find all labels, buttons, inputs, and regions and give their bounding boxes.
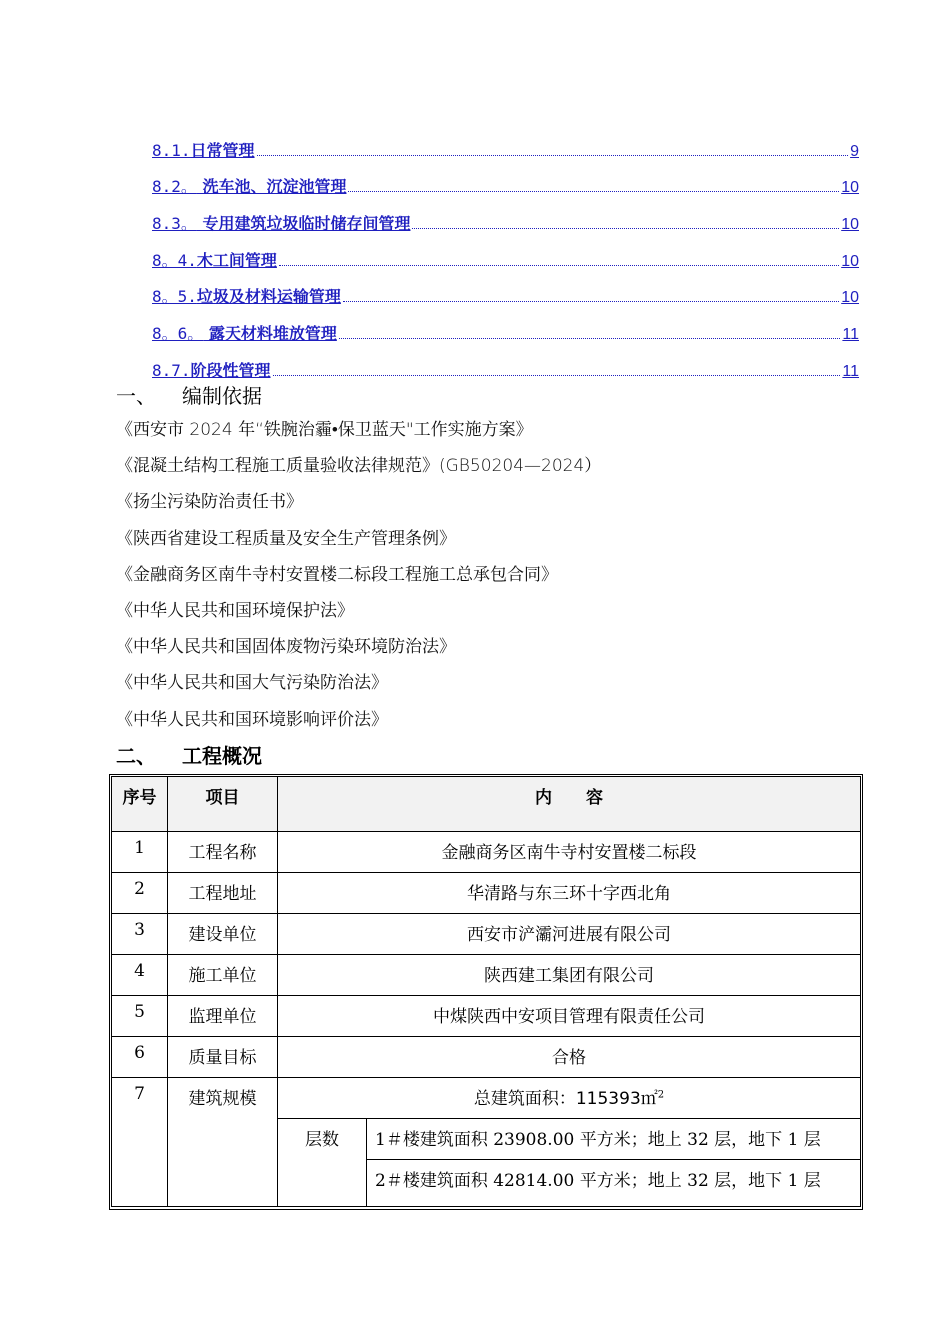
project-overview-table <box>111 776 861 1207</box>
toc-entry[interactable] <box>152 161 859 198</box>
toc-leader-dots <box>339 337 841 339</box>
toc-page-number[interactable]: 11 <box>842 326 859 344</box>
section-heading-basis <box>116 380 262 409</box>
cell-content: 陕西建工集团有限公司 <box>278 955 861 996</box>
toc-page-number[interactable]: 10 <box>841 179 859 197</box>
basis-item: 《中华人民共和国环境影响评价法》 <box>116 709 388 730</box>
table-row <box>112 1037 861 1078</box>
section-index: 二、 <box>116 744 156 768</box>
toc-entry-label[interactable]: 8。4.木工间管理 <box>152 250 277 270</box>
cell-item: 工程地址 <box>168 873 278 914</box>
cell-no: 5 <box>112 996 168 1037</box>
basis-item: 《混凝土结构工程施工质量验收法律规范》(GB50204—2024） <box>116 456 602 477</box>
table-row <box>112 955 861 996</box>
basis-item: 《陕西省建设工程质量及安全生产管理条例》 <box>116 528 456 549</box>
toc-leader-dots <box>273 374 841 376</box>
toc-entry[interactable] <box>152 234 859 271</box>
section-heading-overview <box>116 740 262 769</box>
table-row <box>112 873 861 914</box>
toc-entry[interactable] <box>152 124 859 161</box>
cell-no: 2 <box>112 873 168 914</box>
basis-item: 《中华人民共和国大气污染防治法》 <box>116 673 388 694</box>
table-of-contents <box>152 124 859 381</box>
cell-content: 中煤陕西中安项目管理有限责任公司 <box>278 996 861 1037</box>
cell-item: 工程名称 <box>168 832 278 873</box>
table-header-row <box>112 777 861 832</box>
cell-floor-detail: 2＃楼建筑面积 42814.00 平方米；地上 32 层，地下 1 层 <box>367 1160 861 1207</box>
cell-content: 合格 <box>278 1037 861 1078</box>
toc-page-number[interactable]: 9 <box>850 142 859 160</box>
basis-item: 《扬尘污染防治责任书》 <box>116 492 303 513</box>
header-content: 内 容 <box>278 777 861 832</box>
cell-no: 4 <box>112 955 168 996</box>
table-row <box>112 996 861 1037</box>
basis-item: 《中华人民共和国环境保护法》 <box>116 600 354 621</box>
cell-floors-label: 层数 <box>278 1119 367 1207</box>
toc-page-number[interactable]: 10 <box>841 289 859 307</box>
toc-entry[interactable] <box>152 197 859 234</box>
total-area-label: 总建筑面积： <box>473 1089 576 1109</box>
section-title: 工程概况 <box>182 744 262 768</box>
cell-content: 金融商务区南牛寺村安置楼二标段 <box>278 832 861 873</box>
section-title: 编制依据 <box>182 384 262 408</box>
toc-page-number[interactable]: 10 <box>841 252 859 270</box>
table-row-scale <box>112 1078 861 1119</box>
toc-entry[interactable] <box>152 344 859 381</box>
cell-item: 监理单位 <box>168 996 278 1037</box>
total-area-unit: ㎡ <box>640 1089 658 1109</box>
cell-no: 3 <box>112 914 168 955</box>
toc-page-number[interactable]: 11 <box>842 362 859 380</box>
toc-entry-label[interactable]: 8.3。 专用建筑垃圾临时储存间管理 <box>152 214 411 234</box>
toc-entry-label[interactable]: 8.2。 洗车池、沉淀池管理 <box>152 177 347 197</box>
header-no: 序号 <box>112 777 168 832</box>
basis-item: 《西安市 2024 年“铁腕治霾•保卫蓝天"工作实施方案》 <box>116 420 533 440</box>
cell-total-area <box>278 1078 861 1119</box>
cell-content: 华清路与东三环十字西北角 <box>278 873 861 914</box>
toc-page-number[interactable]: 10 <box>841 216 859 234</box>
toc-entry-label[interactable]: 8。5.垃圾及材料运输管理 <box>152 287 341 307</box>
toc-entry-label[interactable]: 8.1.日常管理 <box>152 140 255 160</box>
total-area-value: 115393 <box>575 1089 641 1109</box>
toc-leader-dots <box>279 264 839 266</box>
toc-leader-dots <box>348 190 839 192</box>
cell-item: 建设单位 <box>168 914 278 955</box>
toc-leader-dots <box>257 154 849 156</box>
cell-item: 建筑规模 <box>168 1078 278 1207</box>
basis-item: 《金融商务区南牛寺村安置楼二标段工程施工总承包合同》 <box>116 564 558 585</box>
cell-no: 1 <box>112 832 168 873</box>
cell-floor-detail: 1＃楼建筑面积 23908.00 平方米；地上 32 层，地下 1 层 <box>367 1119 861 1160</box>
toc-entry-label[interactable]: 8.7.阶段性管理 <box>152 360 271 380</box>
toc-entry[interactable] <box>152 271 859 308</box>
toc-leader-dots <box>412 227 839 229</box>
toc-entry-label[interactable]: 8。6。 露天材料堆放管理 <box>152 324 337 344</box>
total-area-superscript: 2 <box>657 1089 665 1101</box>
cell-no: 6 <box>112 1037 168 1078</box>
section-index: 一、 <box>116 384 156 408</box>
header-item: 项目 <box>168 777 278 832</box>
toc-entry[interactable] <box>152 307 859 344</box>
cell-item: 质量目标 <box>168 1037 278 1078</box>
table-row <box>112 914 861 955</box>
basis-list <box>116 414 876 740</box>
table-row <box>112 832 861 873</box>
basis-item: 《中华人民共和国固体废物污染环境防治法》 <box>116 637 456 658</box>
cell-no: 7 <box>112 1078 168 1207</box>
cell-content: 西安市浐灞河进展有限公司 <box>278 914 861 955</box>
cell-item: 施工单位 <box>168 955 278 996</box>
toc-leader-dots <box>343 300 839 302</box>
